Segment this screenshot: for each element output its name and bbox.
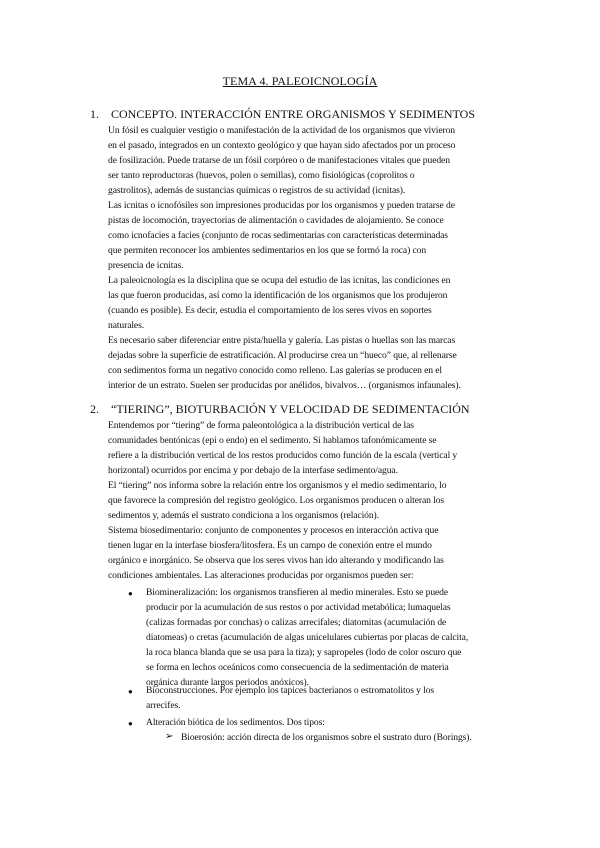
bullet-marker: ● [128,687,133,696]
section-2-line: condiciones ambientales. Las alteraciones producidas por organismos pueden ser: [108,570,414,581]
section-2-line: que favorece la compresión del registro geológico. Los organismos producen o alteran los [108,495,445,506]
section-1-line: gastrolitos), además de sustancias químicas o registros de su actividad (icnitas). [108,185,406,196]
section-2-heading [90,402,470,417]
bullet-line: Biomineralización: los organismos transfieren al medio minerales. Esto se puede [146,587,449,598]
bullet-line: orgánica durante largos periodos anóxicos). [146,677,309,688]
section-1-line: (cuando es posible). Es decir, estudia el comportamiento de los seres vivos en soportes [108,305,432,316]
section-1-line: Las icnitas o icnofósiles son impresiones producidas por los organismos y pueden tratarse de [108,200,455,211]
sub-bullet-line: Bioerosión: acción directa de los organismos sobre el sustrato duro (Borings). [181,732,472,743]
section-1-line: con sedimentos forma un negativo conocido como relleno. Las galerías se producen en el [108,365,442,376]
bullet-line: Bioconstrucciones. Por ejemplo los tapices bacterianos o estromatolitos y los [146,685,435,696]
section-1-title: CONCEPTO. INTERACCIÓN ENTRE ORGANISMOS Y SEDIMENTOS [111,107,476,121]
section-2-line: refiere a la distribución vertical de los restos producidos como función de la escala (vertical y [108,450,458,461]
bullet-line: la roca blanca blanda que se usa para la tiza); y sapropeles (lodo de color oscuro que [146,647,462,658]
section-1-line: como icnofacies a facies (conjunto de rocas sedimentarias con características determinadas [108,230,448,241]
bullet-line: (calizas formadas por conchas) o calizas arrecifales; diatomitas (acumulación de [146,617,447,628]
section-2-line: tienen lugar en la interfase biosfera/litosfera. Es un campo de conexión entre el mundo [108,540,432,551]
bullet-line: Alteración biótica de los sedimentos. Dos tipos: [146,717,325,728]
section-1-line: las que fueron producidas, así como la identificación de los organismos que los produjeron [108,290,448,301]
section-2-line: Sistema biosedimentario: conjunto de componentes y procesos en interacción activa que [108,525,439,536]
section-1-line: dejadas sobre la superficie de estratificación. Al producirse crea un “hueco” que, al rellenarse [108,350,457,361]
section-2-title: “TIERING”, BIOTURBACIÓN Y VELOCIDAD DE SEDIMENTACIÓN [111,402,470,416]
bullet-marker: ● [128,589,133,598]
section-2-line: orgánico e inorgánico. Se observa que los seres vivos han ido alterando y modificando las [108,555,444,566]
bullet-line: producir por la acumulación de sus restos o por actividad metabólica; lumaquelas [146,602,451,613]
section-2-line: Entendemos por “tiering” de forma paleontológica a la distribución vertical de las [108,420,414,431]
section-1-line: pistas de locomoción, trayectorias de alimentación o cavidades de alojamiento. Se conoce [108,215,444,226]
section-1-heading [90,107,475,122]
section-2-line: horizontal) ocurridos por encima y por debajo de la interfase sedimento/agua. [108,465,398,476]
bullet-marker: ● [128,719,133,728]
section-2-line: comunidades bentónicas (epi o endo) en el sedimento. Si hablamos tafonómicamente se [108,435,437,446]
section-2-line: sedimentos y, además el sustrato condiciona a los organismos (relación). [108,510,379,521]
section-2-number: 2. [90,402,99,416]
section-1-line: en el pasado, integrados en un contexto geológico y que hayan sido afectados por un proceso [108,140,456,151]
section-1-line: que permiten reconocer los ambientes sedimentarios en los que se formó la roca) con [108,245,427,256]
section-1-line: interior de un estrato. Suelen ser producidas por anélidos, bivalvos… (organismos infaunales). [108,380,461,391]
bullet-line: diatomeas) o cretas (acumulación de algas unicelulares cubiertas por placas de calcita, [146,632,469,643]
section-1-line: Un fósil es cualquier vestigio o manifestación de la actividad de los organismos que vivieron [108,125,456,136]
section-1-line: Es necesario saber diferenciar entre pista/huella y galería. Las pistas o huellas son las marcas [108,335,456,346]
section-1-line: ser tanto reproductoras (huevos, polen o semillas), como fisiológicas (coprolitos o [108,170,415,181]
page-title: TEMA 4. PALEOICNOLOGÍA [222,74,378,88]
section-1-line: de fosilización. Puede tratarse de un fósil corpóreo o de manifestaciones vitales que pueden [108,155,450,166]
arrow-marker-icon: ➢ [165,731,174,742]
section-1-line: naturales. [108,320,145,331]
section-2-line: El “tiering” nos informa sobre la relación entre los organismos y el medio sedimentario, lo [108,480,447,491]
bullet-line: arrecifes. [146,700,181,711]
section-1-number: 1. [90,107,99,121]
bullet-line: se forma en lechos oceánicos como consecuencia de la sedimentación de materia [146,662,449,673]
section-1-line: La paleoicnología es la disciplina que se ocupa del estudio de las icnitas, las condiciones en [108,275,451,286]
section-1-line: presencia de icnitas. [108,260,184,271]
